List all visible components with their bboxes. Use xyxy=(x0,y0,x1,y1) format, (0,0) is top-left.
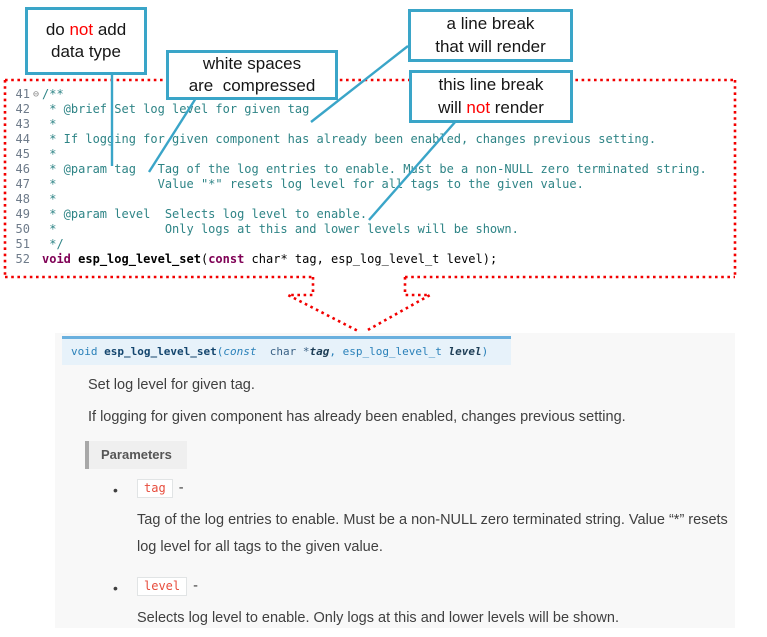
code-line xyxy=(8,162,728,177)
signature-token: esp_log_level_set xyxy=(104,345,217,358)
parameter-name-row xyxy=(137,577,723,601)
code-line xyxy=(8,132,728,147)
signature-token: , xyxy=(329,345,343,358)
code-line xyxy=(8,252,728,267)
code-token: * xyxy=(42,117,57,131)
callout-text: are compressed xyxy=(188,76,316,95)
code-text xyxy=(42,222,519,237)
param-dash: - xyxy=(193,577,198,594)
callout-line xyxy=(435,36,546,58)
code-line xyxy=(8,177,728,192)
callout-line xyxy=(203,53,301,75)
callout-line-break-renders xyxy=(408,9,573,62)
callout-text: white spaces xyxy=(202,53,302,73)
callout-text: a line break xyxy=(446,14,535,34)
callout-white-spaces-compressed xyxy=(166,50,338,100)
gutter-space xyxy=(30,162,42,177)
line-number: 42 xyxy=(15,102,30,116)
signature-token: void xyxy=(71,345,105,358)
line-number: 49 xyxy=(15,207,30,221)
line-number: 50 xyxy=(15,222,30,236)
code-text xyxy=(42,147,56,162)
code-token: esp_log_level_set xyxy=(78,252,201,266)
callout-text: will xyxy=(438,97,467,117)
gutter-space xyxy=(30,102,42,117)
gutter-space xyxy=(30,192,42,207)
signature-token: char xyxy=(256,345,303,358)
highlighted-word: not xyxy=(466,97,491,117)
signature-token: * xyxy=(302,345,310,358)
line-number: 48 xyxy=(15,192,30,206)
parameter-list xyxy=(103,479,728,637)
line-number: 47 xyxy=(15,177,30,191)
signature-token: const xyxy=(223,345,257,358)
callout-line xyxy=(51,41,121,63)
code-token: * Value "*" resets log level for all tags to the given value. xyxy=(42,177,584,191)
code-token: * xyxy=(42,192,57,206)
gutter-space xyxy=(30,132,42,147)
code-text xyxy=(42,117,56,132)
code-text xyxy=(42,87,64,102)
signature-token: ( xyxy=(216,345,224,358)
code-text xyxy=(42,192,56,207)
line-number: 46 xyxy=(15,162,30,176)
detailed-description: If logging for given component has already been enabled, changes previous setting. xyxy=(88,409,626,425)
code-line xyxy=(8,102,728,117)
callout-line xyxy=(46,19,126,41)
callout-line-break-not-render xyxy=(409,70,573,123)
gutter-space xyxy=(30,237,42,252)
parameter-item xyxy=(103,577,723,632)
signature-token: level xyxy=(448,345,482,358)
code-lines xyxy=(8,87,728,267)
gutter-space xyxy=(30,117,42,132)
code-text xyxy=(42,207,367,222)
line-number: 44 xyxy=(15,132,30,146)
brief-description: Set log level for given tag. xyxy=(88,377,255,393)
code-token: char* tag, esp_log_level_t level); xyxy=(244,252,498,266)
gutter-space xyxy=(30,222,42,237)
callout-text: do xyxy=(45,19,70,39)
bullet-glyph: • xyxy=(113,482,118,498)
line-number: 51 xyxy=(15,237,30,251)
rendered-docs-panel xyxy=(55,333,735,628)
function-signature xyxy=(62,336,511,365)
code-token: * @param level Selects log level to enable. xyxy=(42,207,368,221)
callout-line xyxy=(189,75,316,97)
bullet-glyph: • xyxy=(113,579,118,596)
code-line xyxy=(8,237,728,252)
callout-text: add xyxy=(93,19,127,39)
code-token: * @param tag Tag of the log entries to enable. Must be a non-NULL zero terminated string. xyxy=(42,162,707,176)
line-number: 41 xyxy=(15,87,30,101)
callout-line xyxy=(439,74,544,96)
callout-text: data type xyxy=(51,42,121,61)
callout-do-not-add-data-type xyxy=(25,7,147,75)
gutter-space xyxy=(30,147,42,162)
signature-token: tag xyxy=(309,345,330,358)
callout-text: that will render xyxy=(435,36,546,56)
code-line xyxy=(8,192,728,207)
code-token: * @brief Set log level for given tag xyxy=(42,102,310,116)
callout-text: render xyxy=(490,97,544,117)
param-description: Selects log level to enable. Only logs at this and lower levels will be shown. xyxy=(137,609,619,626)
code-token: /** xyxy=(42,87,64,101)
code-text xyxy=(42,252,497,267)
code-text xyxy=(42,177,584,192)
highlighted-word: not xyxy=(69,19,94,39)
callout-line xyxy=(447,13,535,35)
gutter-space xyxy=(30,252,42,267)
gutter-space xyxy=(30,177,42,192)
gutter-space xyxy=(30,207,42,222)
parameter-name-row xyxy=(137,479,723,503)
callout-text: this line break xyxy=(438,75,544,95)
code-line xyxy=(8,117,728,132)
red-dotted-arrow xyxy=(288,277,430,331)
param-badge: tag xyxy=(137,479,173,498)
code-token: ( xyxy=(200,252,209,266)
code-text xyxy=(42,162,707,177)
param-badge: level xyxy=(137,577,187,596)
callout-line xyxy=(438,97,544,119)
line-number: 45 xyxy=(15,147,30,161)
code-text xyxy=(42,132,656,147)
code-token: * Only logs at this and lower levels will be shown. xyxy=(42,222,519,236)
fold-toggle-icon[interactable]: ⊖ xyxy=(32,89,40,100)
code-line xyxy=(8,222,728,237)
code-line xyxy=(8,207,728,222)
code-token: void xyxy=(42,252,71,266)
code-line xyxy=(8,147,728,162)
code-text xyxy=(42,237,64,252)
code-line xyxy=(8,87,728,102)
code-text xyxy=(42,102,309,117)
code-token: * If logging for given component has already been enabled, changes previous setting. xyxy=(42,132,657,146)
code-token: * xyxy=(42,147,57,161)
line-number: 43 xyxy=(15,117,30,131)
code-token: const xyxy=(208,252,245,266)
code-token: */ xyxy=(42,237,64,251)
line-number: 52 xyxy=(15,252,30,266)
parameter-item xyxy=(103,479,728,561)
param-description: Tag of the log entries to enable. Must be a non-NULL zero terminated string. Value “*” resets log level for all tags to the given value. xyxy=(137,512,728,555)
code-editor-pane xyxy=(8,87,728,267)
signature-token: ) xyxy=(481,345,489,358)
param-dash: - xyxy=(178,480,184,496)
parameters-heading: Parameters xyxy=(85,441,187,469)
signature-token: esp_log_level_t xyxy=(342,345,449,358)
